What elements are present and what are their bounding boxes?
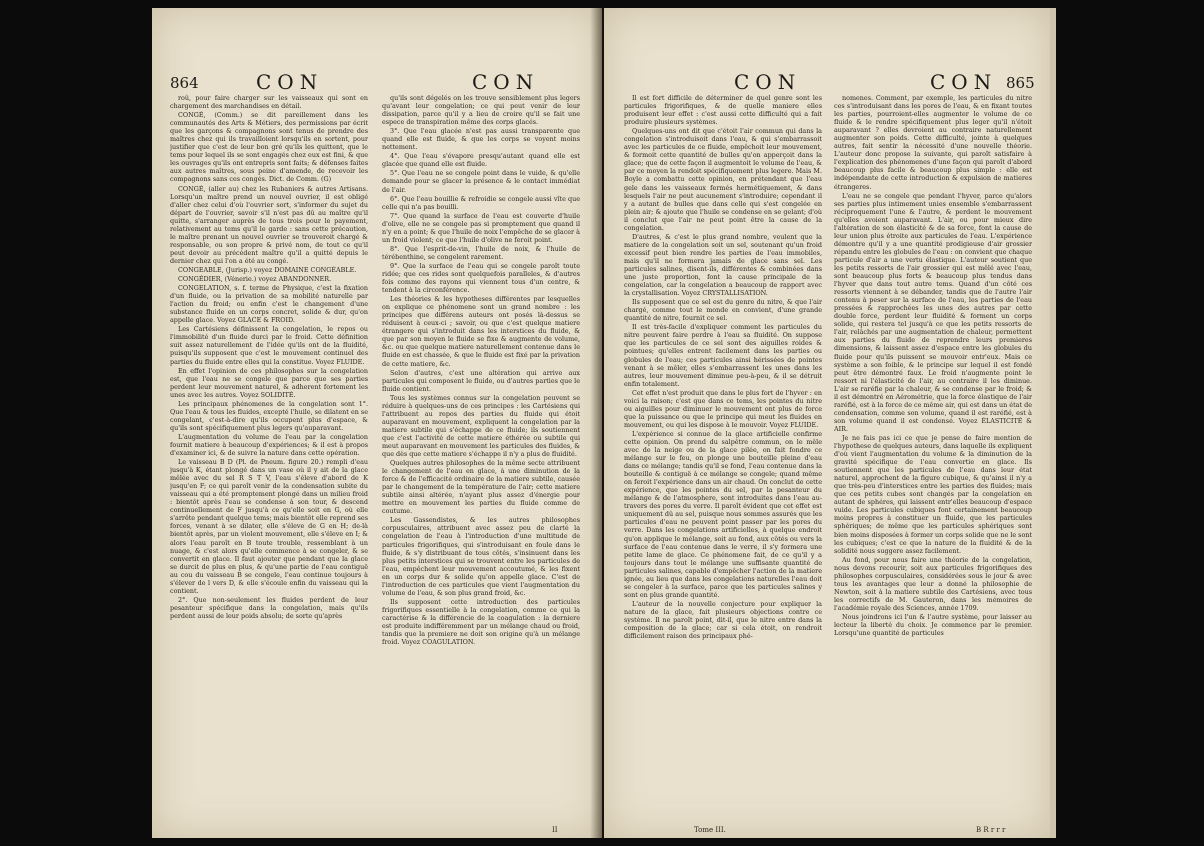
signature-mark: B R r r r [976, 826, 1006, 834]
paragraph: roû, pour faire charger sur les vaisseaux qui sont en chargement des marchandises en détail. [170, 94, 368, 111]
page-edge [1050, 8, 1056, 838]
text-column-2 [834, 94, 1032, 824]
right-page [604, 8, 1050, 838]
paragraph: CONGÉ, (Comm.) se dit pareillement dans les communautés des Arts & Métiers, des permissions par écrit que les garçons & compagnons sont tenus de prendre des maîtres chez qui ils travailloient lorsqu'ils en sortent, pour justifier que c'est de leur bon gré qu'ils les quittent, que le tems pour lequel ils se sont engagés chez eux est fini, & que les ouvrages qu'ils ont entrepris sont faits; & défenses faites aux autres maîtres, sous peine d'amende, de recevoir les compagnons sans ces congés. Dict. de Comm. (G) [170, 111, 368, 184]
paragraph: Quelques autres philosophes de la même secte attribuent le changement de l'eau en glace, à une diminution de la force & de l'efficacité ordinaire de la matiere subtile, causée par le changement de la température de l'air; cette matiere subtile ainsi altérée, n'ayant plus assez d'énergie pour mettre en mouvement les parties du fluide comme de coutume. [382, 459, 580, 516]
paragraph: L'auteur de la nouvelle conjecture pour expliquer la nature de la glace, fait plusieurs objections contre ce système. Il ne paroît point, dit-il, que le nitre entre dans la composition de la glace; car si cela étoit, on rendroit difficilement raison des principaux phé- [624, 599, 822, 641]
paragraph: nomenes. Comment, par exemple, les particules du nitre ces s'introduisant dans les pores de l'eau, & en fixant toutes les parties, pourroient-elles augmenter le volume de ce fluide & le rendre spécifiquement plus leger qu'il n'étoit auparavant ? elles devroient au contraire naturellement augmenter son poids. Cette difficulté, jointe à quelques autres, fait sentir la nécessité d'une nouvelle théorie. L'auteur donc propose la suivante, qui paroît satisfaire à l'explication des phénomenes d'une façon qui paroît d'abord beaucoup plus facile & beaucoup plus simple : elle est indépendante de cette introduction & expulsion de matieres étrangeres. [834, 94, 1032, 191]
paragraph: Il est fort difficile de déterminer de quel genre sont les particules frigorifiques, & de quelle maniere elles produisent leur effet : c'est aussi cette difficulté qui a fait produire plusieurs systèmes. [624, 94, 822, 127]
paragraph: CONGEABLE, (Jurisp.) voyez DOMAINE CONGÉABLE. [178, 265, 357, 274]
paragraph: Je ne fais pas ici ce que je pense de faire mention de l'hypothese de quelques auteurs, dans laquelle ils expliquent d'où vient l'augmentation du volume & la diminution de la gravité spécifique de l'eau convertie en glace. Ils soutiennent que les particules de l'eau dans leur état naturel, approchent de la figure cubique, & qu'ainsi il n'y a que très-peu d'interstices entre les parties des fluides; mais que ces petits cubes sont changés par la congelation en autant de sphéres, qui laissent entr'elles beaucoup d'espace vuide. Les particules cubiques font certainement beaucoup moins propres à constituer un fluide, que les particules sphériques; de même que les particules sphériques sont bien moins disposées à former un corps solide que ne le sont les cubiques; c'est ce que la nature de la fluidité & de la solidité nous suggere assez facilement. [834, 433, 1032, 555]
paragraph: CONGÉ, (aller au) chez les Rubaniers & autres Artisans. Lorsqu'un maître prend un nouvel ouvrier, il est obligé d'aller chez celui d'où l'ouvrier sort, s'informer du sujet du départ de l'ouvrier, savoir s'il n'est pas dû au maître qu'il quitte, s'arranger auprès de tous trois pour le payement, relativement au tems qu'il le garde : sans cette précaution, le maître prenant un nouvel ouvrier se trouveroit chargé & responsable, ou son propre & privé nom, de tout ce qu'il peut devoir au précédent maître qu'il a quitté depuis le dernier chez qui l'on a été au congé. [170, 184, 368, 265]
running-head-right: CON [472, 70, 540, 94]
page-number: 864 [170, 74, 199, 92]
paragraph: 4°. Que l'eau s'évapore presqu'autant quand elle est glacée que quand elle est fluide. [382, 152, 580, 169]
volume-footer: Tome III. [694, 826, 726, 834]
paragraph: CONGELATION, s. f. terme de Physique, c'est la fixation d'un fluide, ou la privation de sa mobilité naturelle par l'action du froid; ou enfin c'est le changement d'une substance fluide en un corps concret, solide & dur, qu'on appelle glace. Voyez GLACE & FROID. [170, 284, 368, 325]
paragraph: 8°. Que l'esprit-de-vin, l'huile de noix, & l'huile de térébenthine, se congelent rarement. [382, 244, 580, 261]
paragraph: Les Gassendistes, & les autres philosophes corpusculaires, attribuent avec assez peu de clarté la congelation de l'eau à l'introduction d'une multitude de particules frigorifiques, qui s'introduisant en foule dans le fluide, & s'y distribuant de tous côtés, s'insinuent dans les plus petits interstices qui se trouvent entre les particules de l'eau, empêchent leur mouvement accoutumé, & les fixent en un corps dur & solide qu'on appelle glace. C'est de l'introduction de ces particules que vient l'augmentation du volume de l'eau, & son plus grand froid, &c. [382, 516, 580, 597]
paragraph: Nous joindrons ici l'un & l'autre système, pour laisser au lecteur la liberté du choix. Je commence par le premier. Lorsqu'une quantité de particules [834, 613, 1032, 638]
running-head-right: CON [930, 70, 998, 94]
left-page [152, 8, 602, 838]
paragraph: 7°. Que quand la surface de l'eau est couverte d'huile d'olive, elle ne se congele pas si promptement que quand il n'y en a point; & que l'huile de noix l'empêche de se glacer à un froid violent; ce que l'huile d'olive ne feroit point. [382, 211, 580, 244]
paragraph: L'augmentation du volume de l'eau par la congelation fournit matiere à beaucoup d'expériences; & il est à propos d'examiner ici, & de suivre la nature dans cette opération. [170, 432, 368, 458]
paragraph: CONGÉDIER, (Vénerie.) voyez ABANDONNER. [178, 275, 332, 284]
paragraph: Selon d'autres, c'est une altération qui arrive aux particules qui composent le fluide, ou d'autres parties que le fluide contient. [382, 368, 580, 393]
paragraph: 5°. Que l'eau ne se congele point dans le vuide, & qu'elle demande pour se glacer la présence & le contact immédiat de l'air. [382, 169, 580, 194]
paragraph: Les principaux phénomenes de la congelation sont 1°. Que l'eau & tous les fluides, excepté l'huile, se dilatent en se congelant, c'est-à-dire qu'ils occupent plus d'espace, & qu'ils sont spécifiquement plus legers qu'auparavant. [170, 399, 368, 432]
paragraph: Au fond, pour nous faire une théorie de la congelation, nous devons recourir, soit aux particules frigorifiques des philosophes corpusculaires, considérées sous le jour & avec tous les avantages que leur a donné la philosophie de Newton, soit à la matiere subtile des Cartésiens, avec tous les correctifs de M. Gauteron, dans les mémoires de l'académie royale des Sciences, année 1709. [834, 555, 1032, 612]
paragraph: Le vaisseau B D (Pl. de Pneum. figure 20.) rempli d'eau jusqu'à K, étant plongé dans un vase où il y ait de la glace mêlée avec du sel R S T V, l'eau s'éleve d'abord de K jusqu'en F; ce qui paroît venir de la condensation subite du vaisseau qui a été promptement plongé dans un milieu froid : bientôt après l'eau se condense à son tour, & descend continuellement de F jusqu'à ce qu'elle soit en G, où elle s'arrête pendant quelque tems; mais bientôt elle reprend ses forces, venant à se dilater, elle s'éleve de G en H; de-là bientôt après, par un violent mouvement, elle s'éleve en I; & alors l'eau paroît en B toute trouble, ressemblant à un nuage, & c'est alors qu'elle commence à se congeler, & se convertit en glace. Il faut ajouter que pendant que la glace se durcit de plus en plus, & qu'une partie de l'eau contiguë au cou du vaisseau B se congele, l'eau continue toujours à s'élever de l vers D, & elle s'écoule enfin du vaisseau qui la contient. [170, 458, 368, 595]
running-head-left: CON [256, 70, 324, 94]
paragraph: 6°. Que l'eau bouillie & refroidie se congele aussi vîte que celle qui n'a pas bouilli. [382, 194, 580, 211]
paragraph: 3°. Que l'eau glacée n'est pas aussi transparente que quand elle est fluide, & que les corps se voyent moins nettement. [382, 127, 580, 152]
paragraph: Les Cartésiens définissent la congelation, le repos ou l'immobilité d'un fluide durci par le froid. Cette définition suit assez naturellement de l'idée qu'ils ont de la fluidité, puisqu'ils supposent que c'est le mouvement continuel des parties du fluide entre elles qui la constitue. Voyez FLUIDE. [170, 325, 368, 366]
running-head-left: CON [734, 70, 802, 94]
page-number: 865 [1006, 74, 1035, 92]
paragraph: 2°. Que non-seulement les fluides perdent de leur pesanteur spécifique dans la congelation, mais qu'ils perdent aussi de leur poids absolu; de sorte qu'après [170, 595, 368, 620]
signature-mark: II [552, 826, 558, 834]
paragraph: L'eau ne se congele que pendant l'hyver, parce qu'alors ses parties plus intimement unies ensemble s'embarrassent réciproquement l'une & l'autre, & perdent le mouvement qu'elles avoient auparavant. L'air, ou pour mieux dire l'altération de son élasticité & de sa force, font la cause de leur union plus étroite aux particules de l'eau. L'expérience démontre qu'il y a une quantité prodigieuse d'air grossier répandu entre les globules de l'eau : on convient que chaque particule d'air a une vertu élastique. L'auteur soutient que les petits ressorts de l'air grossier qui est mêlé avec l'eau, sont beaucoup plus forts & beaucoup plus tendus dans l'hyver que dans tout autre tems. Quand d'un côté ces ressorts viennent à se débander, tandis que de l'autre l'air contenu à peser sur la surface de l'eau, les parties de l'eau pressées & rapprochées les unes des autres par cette double force, perdent leur fluidité & forment un corps solide, qui restera tel jusqu'à ce que les petits ressorts de l'air, relâchés par une augmentation de chaleur, permettent aux parties du fluide de reprendre leurs premieres dimensions, & laissent assez d'espace entre les globules du fluide pour qu'ils puissent se mouvoir entr'eux. Mais ce système a son foible, & le principe sur lequel il est fondé peut être démontré faux. Le froid n'augmente point le ressort ni l'élasticité de l'air, au contraire il les diminue. L'air se raréfie par la chaleur, & se condense par le froid; & il est démontré en Aérométrie, que la force élastique de l'air raréfié, est à la force de ce même air, qui est dans un état de condensation, comme son volume, quand il est raréfié, est à son volume quand il est condensé. Voyez ÉLASTICITÉ & AIR. [834, 191, 1032, 433]
paragraph: Ils supposent que ce sel est du genre du nitre, & que l'air chargé, comme tout le monde en convient, d'une grande quantité de nitre, fournit ce sel. [624, 298, 822, 323]
text-column-1 [624, 94, 822, 824]
text-column-1 [170, 94, 368, 824]
paragraph: Ils supposent cette introduction des particules frigorifiques essentielle à la congelation, comme ce qui la caractérise & la différencie de la coagulation : la derniere est produite indifféremment par un mélange chaud ou froid, tandis que la premiere ne doit son origine qu'à un mélange froid. Voyez COAGULATION. [382, 597, 580, 647]
paragraph: Il est très-facile d'expliquer comment les particules du nitre peuvent faire perdre à l'eau sa fluidité. On suppose que les particules de ce sel sont des aiguilles roides & pointues; qu'elles entrent facilement dans les parties ou globules de l'eau; ces particules ainsi hérissées de pointes venant à se mêler, elles s'embarrassent les unes dans les autres, leur mouvement diminue peu-à-peu, & il se détruit enfin totalement. [624, 323, 822, 388]
text-column-2 [382, 94, 580, 824]
paragraph: 9°. Que la surface de l'eau qui se congele paroît toute ridée; que ces rides sont quelquefois paralleles, & d'autres fois comme des rayons qui viennent tous d'un centre, & tendent à la circonférence. [382, 261, 580, 295]
paragraph: D'autres, & c'est le plus grand nombre, veulent que la matiere de la congelation soit un sel, soutenant qu'un froid excessif peut bien rendre les parties de l'eau immobiles, mais qu'il ne formera jamais de glace sans sel. Les particules salines, disent-ils, différentes & combinées dans une juste proportion, font la cause principale de la congelation, car la congelation a beaucoup de rapport avec la crystallisation. Voyez CRYSTALLISATION. [624, 232, 822, 298]
paragraph: Les théories & les hypotheses différentes par lesquelles on explique ce phénomene sont un grand nombre : les principes que différens auteurs ont posés là-dessus se réduisent à ceux-ci ; savoir, ou que c'est quelque matiere étrangere qui s'introduit dans les interstices du fluide, & que par son moyen le fluide se fixe & augmente de volume, &c. ou que quelque matiere naturellement contenue dans le fluide en est chassée, & que le fluide est fixé par la privation de cette matiere, &c. [382, 295, 580, 368]
paragraph: L'expérience si connue de la glace artificielle confirme cette opinion. On prend du salpêtre commun, on le mêle avec de la neige ou de la glace pilée, on fait fondre ce mélange sur le feu, on plonge une bouteille pleine d'eau dans ce mélange; tandis qu'il se fond, l'eau contenue dans la bouteille & contiguë à ce mélange se congele; quand même on feroit l'expérience dans un air chaud. On conclut de cette expérience, que les pointes du sel, par la pesanteur du mélange & de l'atmosphere, sont introduites dans l'eau au-travers des pores du verre. Il paroît évident que cet effet est uniquement dû au sel, puisque nous sommes assurés que les particules d'eau ne peuvent point passer par les pores du verre. Dans les congelations artificielles, à quelque endroit qu'on applique le mélange, soit au fond, aux côtés ou vers la surface de l'eau contenue dans le verre, il s'y formera une petite lame de glace. Ce phénomene fait, de ce qu'il y a toujours dans tout le mélange une suffisante quantité de particules salines, capable d'empêcher l'action de la matiere ignée, au lieu que dans les congelations naturelles l'eau doit se congeler à la surface, parce que les particules salines y sont en plus grande quantité. [624, 429, 822, 599]
paragraph: qu'ils sont dégelés on les trouve sensiblement plus legers qu'avant leur congelation; ce qui peut venir de leur dissipation, parce qu'il y a lieu de croire qu'il se fait une espece de transpiration même des corps glacés. [382, 94, 580, 127]
paragraph: En effet l'opinion de ces philosophes sur la congelation est, que l'eau ne se congele que parce que ses parties perdent leur mouvement naturel, & adherent fortement les unes avec les autres. Voyez SOLIDITÉ. [170, 366, 368, 399]
paragraph: Tous les systèmes connus sur la congelation peuvent se réduire à quelques-uns de ces principes : les Cartésiens qui l'attribuent au repos des parties du fluide qui étoit auparavant en mouvement, expliquent la congelation par la matiere subtile qui s'échappe de ce fluide; ils soutiennent que c'est l'activité de cette matiere éthérée ou subtile qui meut auparavant en mouvement les particules des fluides, & que dès que cette matiere s'échappe il n'y a plus de fluidité. [382, 393, 580, 459]
paragraph: Quelques-uns ont dit que c'étoit l'air commun qui dans la congelation s'introduisoit dans l'eau, & qui s'embarrassoit avec les particules de ce fluide, empêchoit leur mouvement, & formoit cette quantité de bulles qu'on apperçoit dans la glace; que de cette façon il augmentoit le volume de l'eau, & par ce moyen la rendoit spécifiquement plus legere. Mais M. Boyle a combattu cette opinion, en prétendant que l'eau gele dans les vaisseaux fermés hermétiquement, & dans lesquels l'air ne peut aucunement s'introduire; cependant il y a autant de bulles que dans celle qui s'est congelée en plein air; & ajoute que l'huile se condense en se gelant; d'où il conclut que l'air ne peut point être la cause de la congelation. [624, 127, 822, 232]
paragraph: Cet effet n'est produit que dans le plus fort de l'hyver : en voici la raison; c'est que dans ce tems, les pointes du nitre ou aiguilles pour diminuer le mouvement ont plus de force que la puissance ou que le principe qui meut les fluides en mouvement, ou qui les dispose à le mouvoir. Voyez FLUIDE. [624, 388, 822, 429]
